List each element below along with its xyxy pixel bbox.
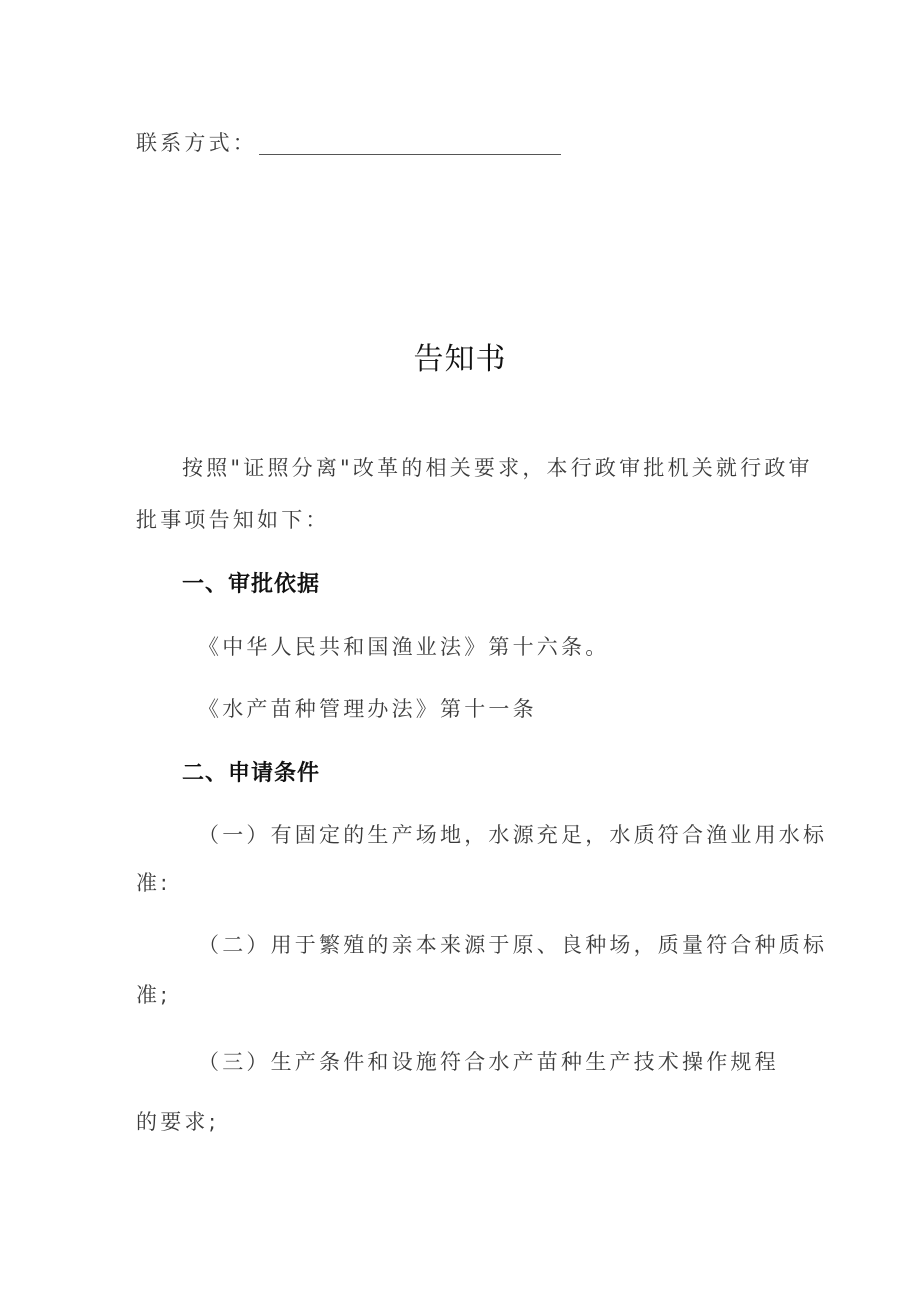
contact-label: 联系方式： xyxy=(136,131,257,155)
section-heading-basis: 一、审批依据 xyxy=(182,572,321,597)
contact-row xyxy=(136,128,561,158)
condition-1-line-2: 准: xyxy=(136,871,171,895)
basis-line-1: 《中华人民共和国渔业法》第十六条。 xyxy=(198,635,610,659)
condition-3-line-1: （三）生产条件和设施符合水产苗种生产技术操作规程 xyxy=(198,1050,779,1074)
intro-line-2: 批事项告知如下： xyxy=(136,508,330,532)
condition-3-line-2: 的要求; xyxy=(136,1110,219,1134)
document-title: 告知书 xyxy=(413,342,507,377)
intro-line-1: 按照"证照分离"改革的相关要求，本行政审批机关就行政审 xyxy=(182,456,813,480)
condition-2-line-1: （二）用于繁殖的亲本来源于原、良种场，质量符合种质标 xyxy=(198,933,828,957)
condition-1-line-1: （一）有固定的生产场地，水源充足，水质符合渔业用水标 xyxy=(198,823,828,847)
section-heading-conditions: 二、申请条件 xyxy=(182,761,321,786)
condition-2-line-2: 准; xyxy=(136,983,171,1007)
basis-line-2: 《水产苗种管理办法》第十一条 xyxy=(198,697,537,721)
contact-blank-line xyxy=(259,134,561,155)
